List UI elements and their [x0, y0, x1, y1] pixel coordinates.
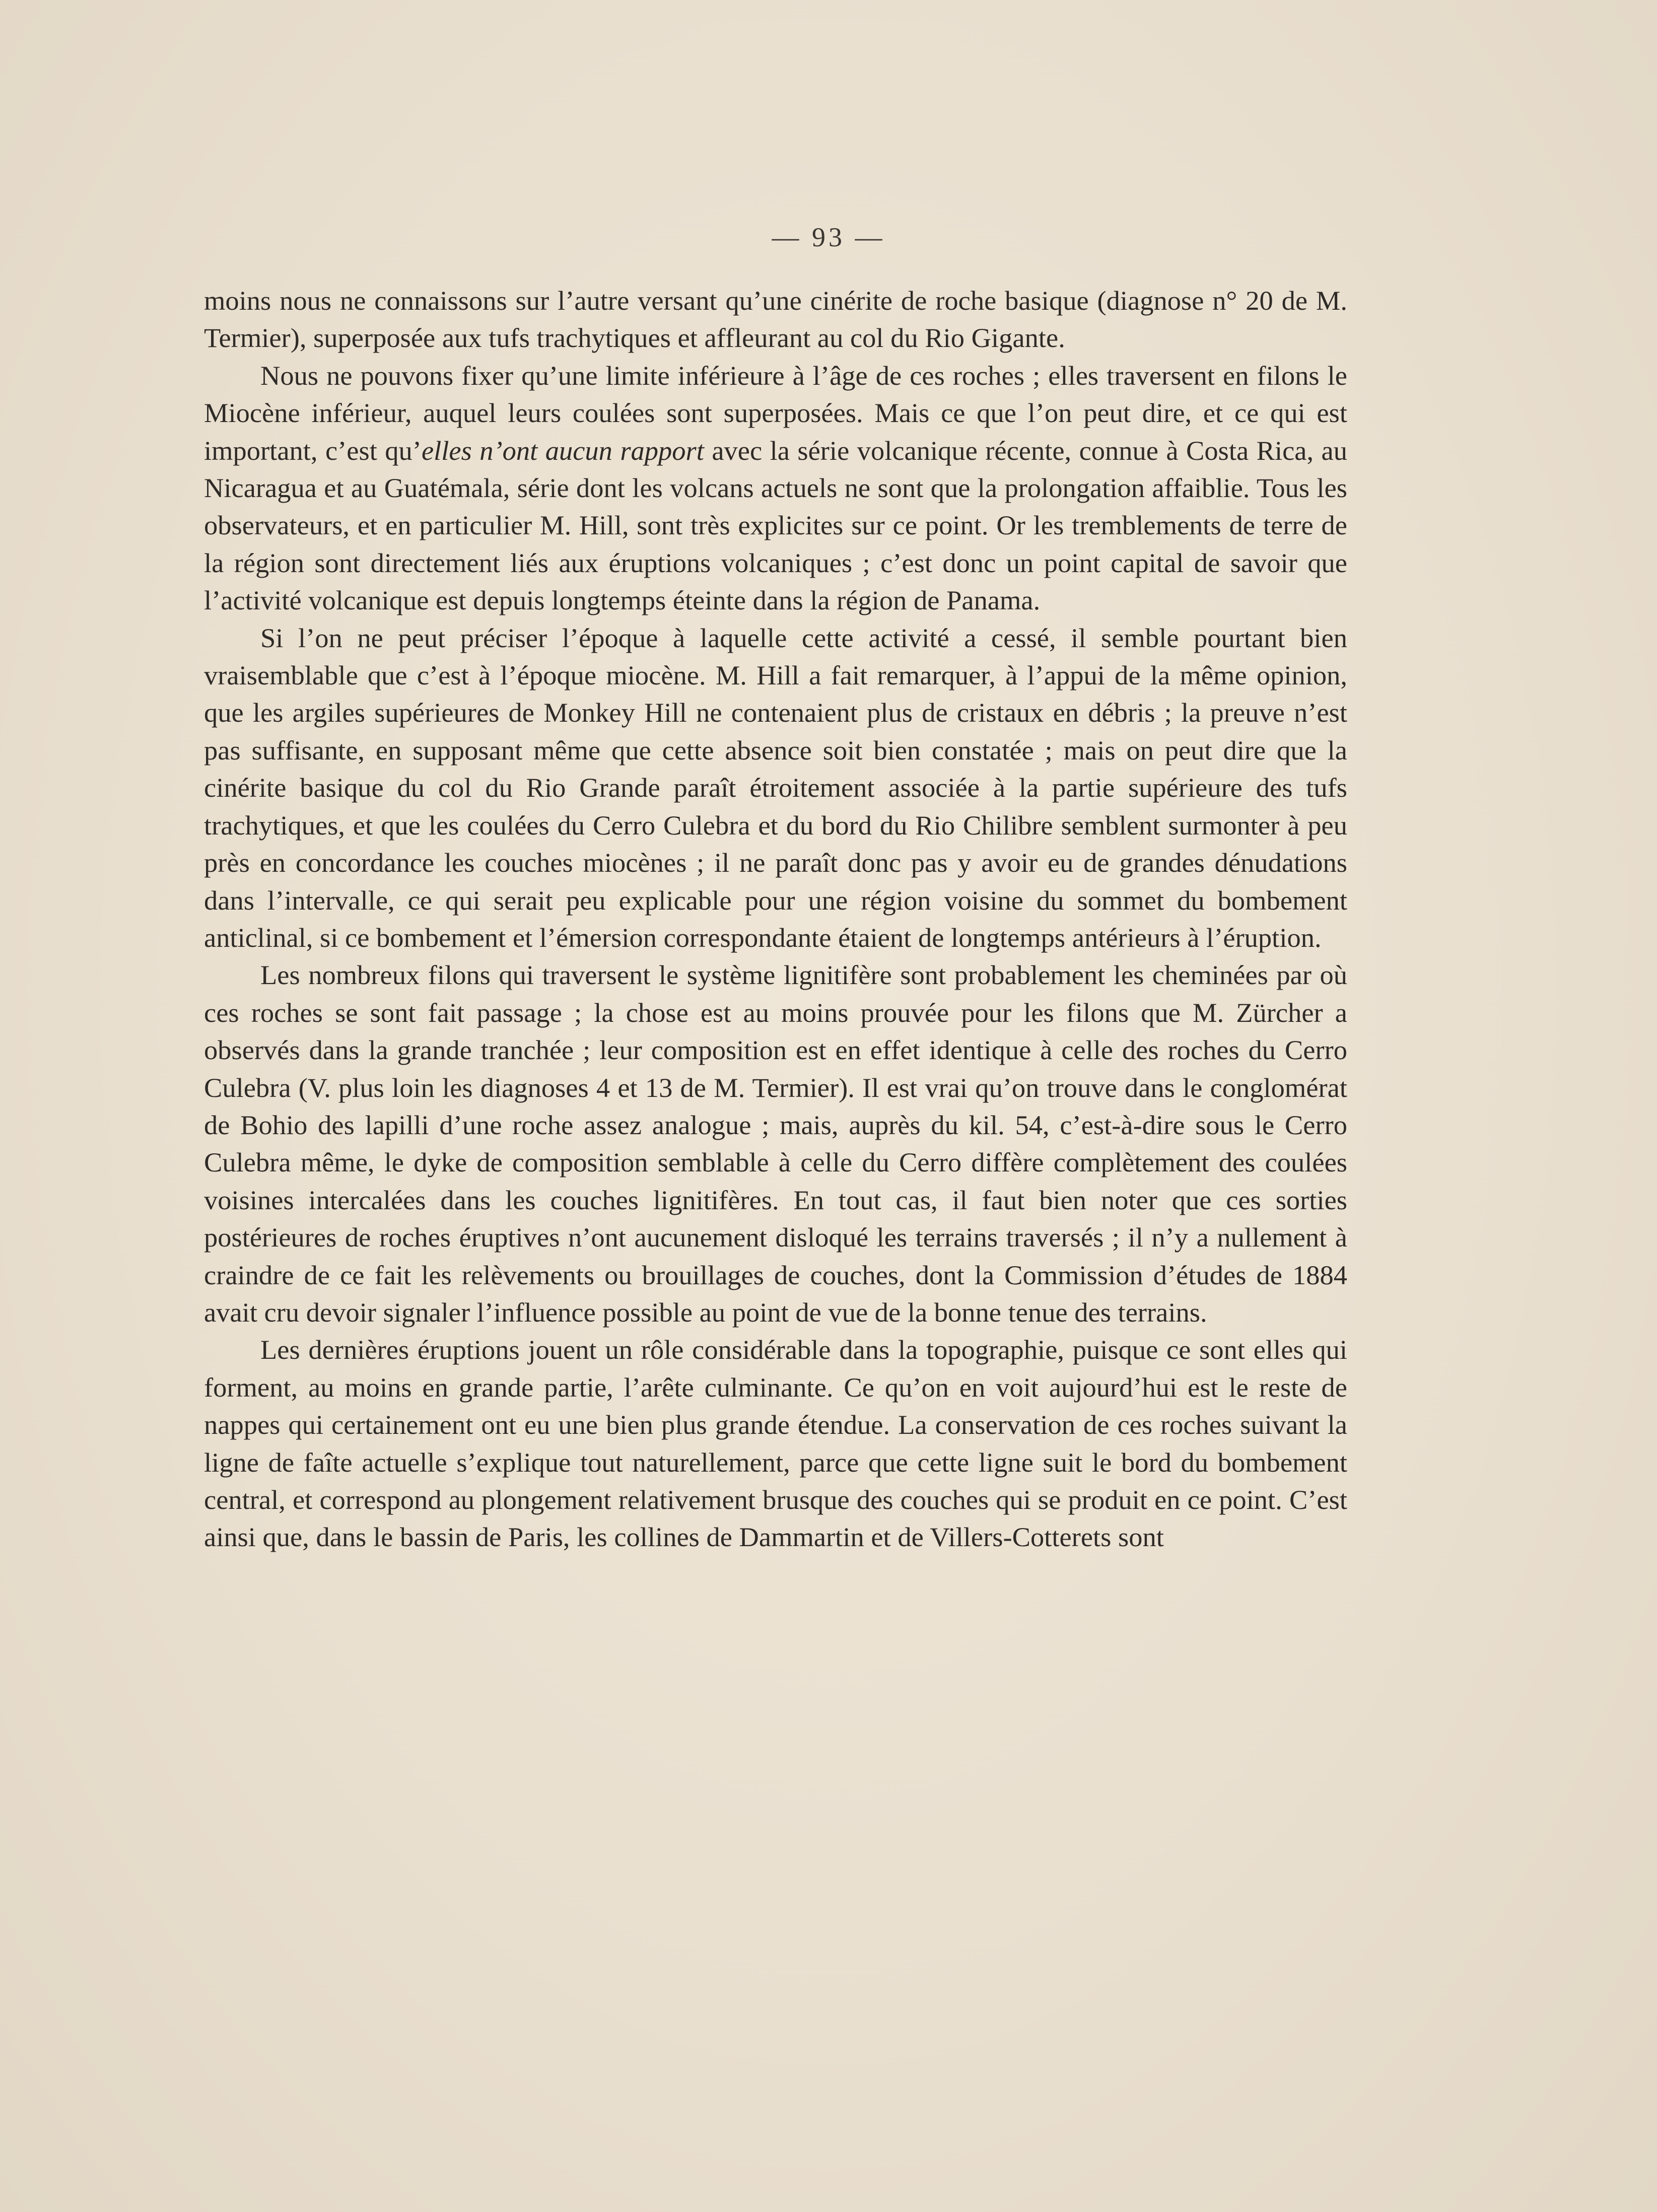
emphasized-phrase: elles n’ont aucun rapport: [421, 435, 704, 466]
paragraph-volcanic-age: [204, 357, 1347, 619]
paragraph-text: Nous ne pouvons fixer qu’une limite inférieure à l’âge de ces roches ; elles traversent en filons le Miocène inférieur, auquel leurs coulées sont superposées. Mais ce que l’on peut dire, et ce qui est important, c’est qu’: [204, 360, 1347, 466]
page-number: — 93 —: [772, 222, 885, 252]
paragraph-text: avec la série volcanique récente, connue à Costa Rica, au Nicaragua et au Guatémala, série dont les volcans actuels ne sont que la prolongation affaiblie. Tous les observateurs, et en particulier M. Hill, sont très explicites sur ce point. Or les tremblements de terre de la région sont directement liés aux éruptions volcaniques ; c’est donc un point capital de savoir que l’activité volcanique est depuis longtemps éteinte dans la région de Panama.: [204, 435, 1347, 616]
paragraph-continuation: moins nous ne connaissons sur l’autre versant qu’une cinérite de roche basique (diagnose n° 20 de M. Termier), superposée aux tufs trachytiques et affleurant au col du Rio Gigante.: [204, 285, 1347, 354]
paragraph-dikes: Les nombreux filons qui traversent le système lignitifère sont probablement les cheminées par où ces roches se sont fait passage ; la chose est au moins prouvée pour les filons que M. Zürcher a observés dans la grande tranchée ; leur composition est en effet identique à celle des roches du Cerro Culebra (V. plus loin les diagnoses 4 et 13 de M. Termier). Il est vrai qu’on trouve dans le conglomérat de Bohio des lapilli d’une roche assez analogue ; mais, auprès du kil. 54, c’est-à-dire sous le Cerro Culebra même, le dyke de composition semblable à celle du Cerro diffère complètement des coulées voisines intercalées dans les couches lignitifères. En tout cas, il faut bien noter que ces sorties postérieures de roches éruptives n’ont aucunement disloqué les terrains traversés ; il n’y a nullement à craindre de ce fait les relèvements ou brouillages de couches, dont la Commission d’études de 1884 avait cru devoir signaler l’influence possible au point de vue de la bonne tenue des terrains.: [204, 959, 1347, 1328]
paragraph-topography: Les dernières éruptions jouent un rôle considérable dans la topographie, puisque ce sont elles qui forment, au moins en grande partie, l’arête culminante. Ce qu’on en voit aujourd’hui est le reste de nappes qui certainement ont eu une bien plus grande étendue. La conservation de ces roches suivant la ligne de faîte actuelle s’explique tout naturellement, parce que cette ligne suit le bord du bombement central, et correspond au plongement relativement brusque des couches qui se produit en ce point. C’est ainsi que, dans le bassin de Paris, les collines de Dammartin et de Villers-Cotterets sont: [204, 1334, 1347, 1553]
body-text: [204, 282, 1347, 1556]
paragraph-miocene-activity: Si l’on ne peut préciser l’époque à laquelle cette activité a cessé, il semble pourtant bien vraisemblable que c’est à l’époque miocène. M. Hill a fait remarquer, à l’appui de la même opinion, que les argiles supérieures de Monkey Hill ne contenaient plus de cristaux en débris ; la preuve n’est pas suffisante, en supposant même que cette absence soit bien constatée ; mais on peut dire que la cinérite basique du col du Rio Grande paraît étroitement associée à la partie supérieure des tufs trachytiques, et que les coulées du Cerro Culebra et du bord du Rio Chilibre semblent surmonter à peu près en concordance les couches miocènes ; il ne paraît donc pas y avoir eu de grandes dénudations dans l’intervalle, ce qui serait peu explicable pour une région voisine du sommet du bombement anticlinal, si ce bombement et l’émersion correspondante étaient de longtemps antérieurs à l’éruption.: [204, 622, 1347, 953]
